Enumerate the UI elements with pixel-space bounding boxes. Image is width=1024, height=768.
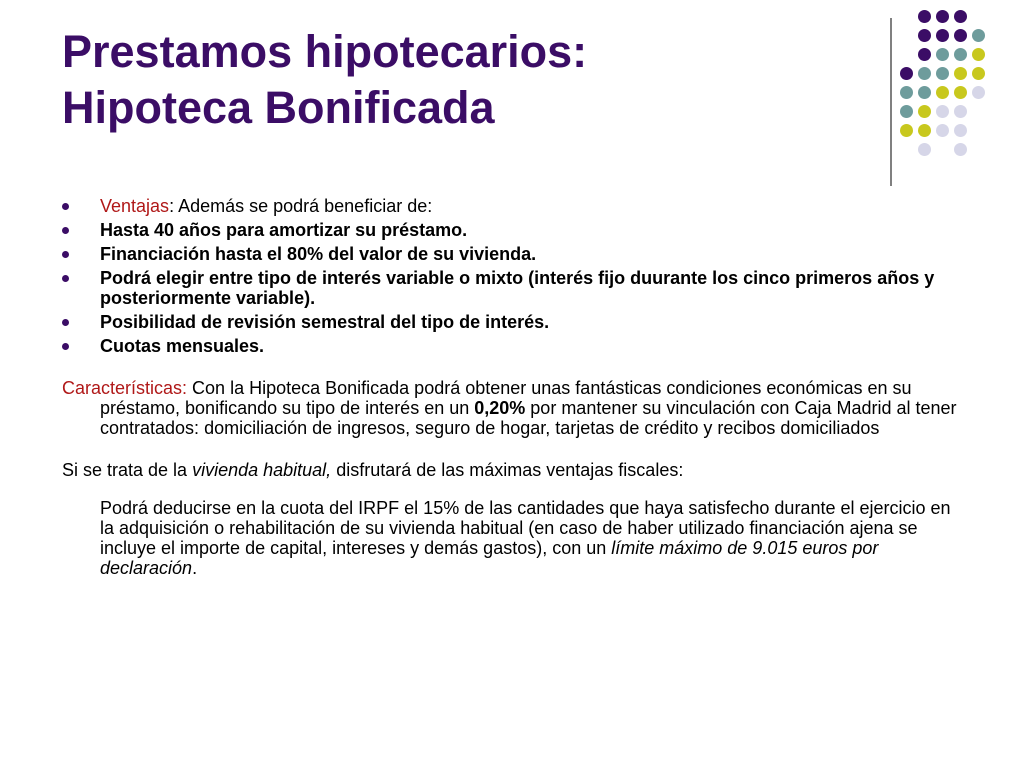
decorative-dot-grid: [900, 10, 1010, 170]
title-line-2: Hipoteca Bonificada: [62, 82, 495, 133]
characteristics-text-2: por mantener su vinculación con Caja Madrid al tener contratados: domiciliación de ingresos, seguro de hogar, tarjetas de crédito y recibos domiciliados: [100, 398, 957, 438]
list-item-text: Podrá elegir entre tipo de interés variable o mixto (interés fijo duurante los cinco primeros años y posteriormente variable).: [100, 268, 935, 308]
decorative-dot: [936, 86, 949, 99]
characteristics-label: Características:: [62, 378, 188, 398]
decorative-dot: [954, 10, 967, 23]
fiscal-detail: [62, 498, 962, 578]
bullet-icon: [62, 319, 69, 326]
decorative-dot: [936, 10, 949, 23]
decorative-dot: [918, 105, 931, 118]
decorative-dot: [936, 48, 949, 61]
fiscal-intro: [62, 460, 962, 480]
list-item-text: Cuotas mensuales.: [100, 336, 265, 356]
advantages-label: Ventajas: [100, 196, 170, 216]
decorative-dot: [936, 29, 949, 42]
list-item-text: Posibilidad de revisión semestral del tipo de interés.: [100, 312, 550, 332]
decorative-dot: [972, 67, 985, 80]
fiscal-intro-1: Si se trata de la: [62, 460, 193, 480]
list-item-text: Hasta 40 años para amortizar su préstamo.: [100, 220, 468, 240]
decorative-dot: [954, 29, 967, 42]
decorative-dot: [918, 86, 931, 99]
page-title: [62, 24, 862, 136]
list-item: [62, 196, 962, 216]
list-item: [62, 220, 962, 240]
list-item: [62, 244, 962, 264]
bullet-icon: [62, 343, 69, 350]
fiscal-detail-end: .: [192, 558, 198, 578]
decorative-dot: [954, 67, 967, 80]
advantages-list: [62, 196, 962, 356]
fiscal-detail-1: Podrá deducirse en la cuota del IRPF el 15% de las cantidades que haya satisfecho durante el ejercicio en la adquisición o rehabilitación de su vivienda habitual (en caso de haber utilizado financiación ajena se incluye el importe de capital, intereses y demás gastos), con un: [100, 498, 951, 558]
decorative-dot: [936, 105, 949, 118]
fiscal-detail-italic: límite máximo de 9.015 euros por declaración: [100, 538, 879, 578]
decorative-dot: [900, 86, 913, 99]
decorative-dot: [972, 86, 985, 99]
decorative-dot: [900, 67, 913, 80]
list-item-text: Financiación hasta el 80% del valor de su vivienda.: [100, 244, 537, 264]
decorative-dot: [954, 86, 967, 99]
decorative-dot: [936, 124, 949, 137]
list-item: [62, 312, 962, 332]
bullet-icon: [62, 227, 69, 234]
decorative-dot: [918, 48, 931, 61]
characteristics-paragraph: [62, 378, 962, 438]
list-item: [62, 268, 962, 308]
bullet-icon: [62, 203, 69, 210]
characteristics-text-1: Con la Hipoteca Bonificada podrá obtener unas fantásticas condiciones económicas en su préstamo, bonificando su tipo de interés en un: [100, 378, 912, 418]
decorative-dot: [918, 67, 931, 80]
fiscal-intro-2: disfrutará de las máximas ventajas fiscales:: [331, 460, 684, 480]
decorative-dot: [972, 29, 985, 42]
interest-rate: 0,20%: [474, 398, 526, 418]
decorative-divider: [890, 18, 892, 186]
decorative-dot: [918, 29, 931, 42]
bullet-icon: [62, 275, 69, 282]
decorative-dot: [900, 124, 913, 137]
decorative-dot: [972, 48, 985, 61]
bullet-icon: [62, 251, 69, 258]
decorative-dot: [954, 124, 967, 137]
decorative-dot: [954, 143, 967, 156]
decorative-dot: [954, 48, 967, 61]
fiscal-intro-italic: vivienda habitual,: [192, 460, 332, 480]
decorative-dot: [900, 105, 913, 118]
decorative-dot: [918, 143, 931, 156]
decorative-dot: [936, 67, 949, 80]
decorative-dot: [918, 10, 931, 23]
decorative-dot: [918, 124, 931, 137]
slide-body: [62, 196, 962, 578]
list-item: [62, 336, 962, 356]
decorative-dot: [954, 105, 967, 118]
advantages-intro: : Además se podrá beneficiar de:: [169, 196, 433, 216]
title-line-1: Prestamos hipotecarios:: [62, 26, 588, 77]
